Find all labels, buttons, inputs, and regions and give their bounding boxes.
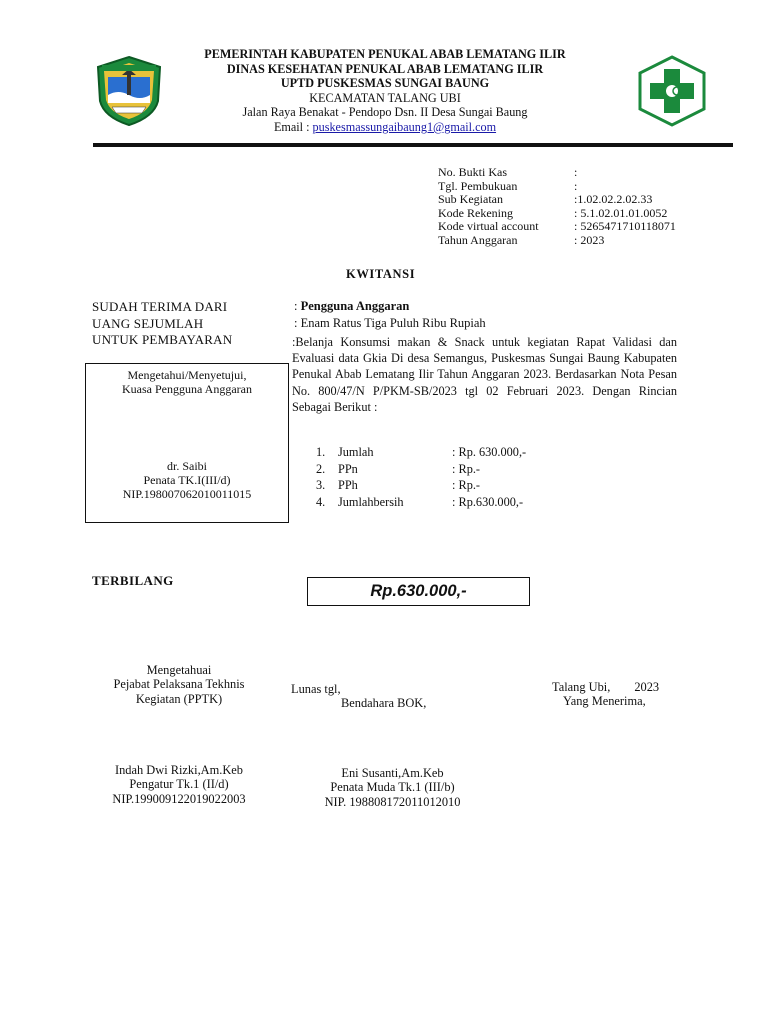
received-from-label: SUDAH TERIMA DARI [92, 299, 228, 314]
treasurer-signer [300, 766, 485, 809]
amount-label: UANG SEJUMLAH [92, 316, 204, 331]
meta-row: Sub Kegiatan :1.02.02.2.02.33 [438, 192, 653, 207]
header-email-line [150, 120, 620, 135]
pptk-signature-block: Mengetahuai Pejabat Pelaksana Tekhnis Kegiatan (PPTK) [113, 663, 245, 706]
receipt-meta [438, 166, 676, 248]
signer-nip: NIP.199009122019022003 [112, 791, 246, 806]
header-unit: UPTD PUSKESMAS SUNGAI BAUNG [280, 76, 490, 91]
purpose-text: :Belanja Konsumsi makan & Snack untuk kegiatan Rapat Validasi dan Evaluasi data Gkia Di desa Semangus, Puskesmas Sungai Baung Kabupaten Penukal Abab Lematang Ilir Tahun Anggaran 2023. Berdasarkan Nota Pesan No. 800/47/N P/PKM-SB/2023 tgl 02 Februari 2023. Dengan Rincian Sebagai Berikut : [292, 335, 677, 414]
approval-nip: NIP.198007062010011015 [122, 487, 252, 501]
list-item: 1. Jumlah : Rp. 630.000,- [316, 445, 527, 459]
meta-row: Tgl. Pembukuan : [438, 178, 578, 193]
signer-nip: NIP. 198808172011012010 [324, 794, 461, 809]
receiver-role: Yang Menerima, [563, 694, 646, 708]
header-district: KECAMATAN TALANG UBI [309, 90, 461, 105]
signer-rank: Penata Muda Tk.1 (III/b) [330, 780, 455, 795]
list-item: 4. Jumlahbersih : Rp.630.000,- [316, 494, 524, 509]
received-from-value: : Pengguna Anggaran [294, 299, 410, 313]
list-item: 3. PPh : Rp.- [316, 478, 481, 493]
terbilang-label: TERBILANG [92, 573, 174, 588]
approval-name: dr. Saibi [166, 459, 207, 473]
header-address: Jalan Raya Benakat - Pendopo Dsn. II Desa Sungai Baung [242, 105, 528, 120]
paid-date-label: Lunas tgl, [291, 682, 341, 696]
email-label: Email : [273, 119, 313, 134]
meta-row: Kode Rekening : 5.1.02.01.01.0052 [438, 205, 668, 220]
amount-words: : Enam Ratus Tiga Puluh Ribu Rupiah [294, 316, 486, 330]
purpose-label: UNTUK PEMBAYARAN [92, 332, 233, 347]
meta-row: Kode virtual account : 5265471710118071 [438, 219, 676, 234]
header-government: PEMERINTAH KABUPATEN PENUKAL ABAB LEMATANG ILIR [204, 47, 566, 61]
approval-role: Kuasa Pengguna Anggaran [122, 382, 252, 396]
header-divider [93, 143, 733, 147]
signer-name: Indah Dwi Rizki,Am.Keb [114, 763, 243, 777]
email-link[interactable]: puskesmassungaibaung1@gmail.com [312, 119, 497, 134]
meta-row: Tahun Anggaran : 2023 [438, 232, 605, 247]
meta-row: No. Bukti Kas : [438, 165, 578, 179]
approval-box [85, 363, 289, 523]
breakdown-list [316, 444, 526, 510]
header-department: DINAS KESEHATAN PENUKAL ABAB LEMATANG ILIR [226, 61, 544, 76]
document-title: KWITANSI [346, 267, 416, 281]
approval-rank: Penata TK.I(III/d) [143, 473, 231, 487]
puskesmas-cross-logo [636, 55, 708, 127]
signer-name: Eni Susanti,Am.Keb [341, 766, 444, 780]
list-item: 2. PPn : Rp.- [316, 461, 481, 476]
pptk-signer [90, 763, 268, 806]
signer-rank: Pengatur Tk.1 (II/d) [129, 777, 229, 792]
terbilang-amount-box: Rp.630.000,- [307, 577, 530, 606]
place-date: Talang Ubi, 2023 [552, 680, 660, 694]
approval-heading: Mengetahui/Menyetujui, [127, 368, 247, 382]
treasurer-role: Bendahara BOK, [341, 696, 427, 710]
letterhead [150, 47, 620, 135]
